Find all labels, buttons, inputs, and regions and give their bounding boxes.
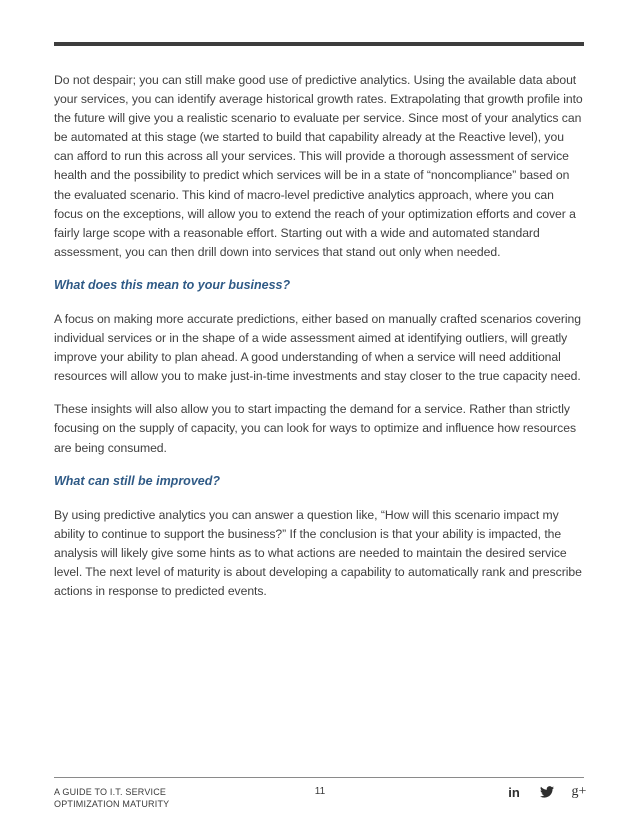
body-paragraph: By using predictive analytics you can answer a question like, “How will this scenario impact my ability to continue to support the business?” If the conclusion is that your ability is impacted, the analysis will likely give some hints as to what actions are needed to maintain the desired service level. The next level of maturity is about developing a capability to automatically rank and prescribe actions in response to predicted events.	[54, 507, 582, 598]
section-heading-business: What does this mean to your business?	[54, 277, 291, 292]
footer-title-line: A GUIDE TO I.T. SERVICE	[54, 787, 167, 797]
body-paragraph: These insights will also allow you to start impacting the demand for a service. Rather than strictly focusing on the supply of capacity, you can look for ways to optimize and influence how resources are being consumed.	[54, 402, 576, 455]
google-plus-icon[interactable]: g+	[571, 784, 587, 799]
footer-title-line: OPTIMIZATION MATURITY	[54, 799, 170, 809]
twitter-icon[interactable]	[538, 784, 556, 800]
footer-document-title	[54, 786, 254, 810]
section-heading-improved: What can still be improved?	[54, 473, 220, 488]
twitter-bird-shape	[540, 786, 554, 798]
body-paragraph: A focus on making more accurate predictions, either based on manually crafted scenarios covering individual services or in the shape of a wide assessment aimed at identifying outliers, will greatly improve your ability to plan ahead. A good understanding of when a service will need additional resources will allow you to make just-in-time investments and stay closer to the true capacity need.	[54, 311, 581, 384]
page-number: 11	[314, 786, 326, 797]
footer-rule	[54, 777, 584, 778]
top-rule	[54, 42, 584, 46]
body-paragraph: Do not despair; you can still make good use of predictive analytics. Using the available data about your services, you can identify average historical growth rates. Extrapolating that growth profile into the future will give you a realistic scenario to evaluate per service. Since most of your analytics can be automated at this stage (we started to build that capability already at the Reactive level), you can afford to run this across all your services. This will provide a thorough assessment of service health and the possibility to predict which services will be in a state of “noncompliance” based on the evaluated scenario. This kind of macro-level predictive analytics approach, where you can focus on the exceptions, will allow you to extend the reach of your optimization efforts and cover a fairly large scope with a reasonable effort. Starting out with a wide and automated standard assessment, you can then drill down into services that stand out only when needed.	[54, 73, 583, 259]
page-content	[54, 71, 584, 615]
linkedin-icon[interactable]: in	[508, 784, 520, 800]
